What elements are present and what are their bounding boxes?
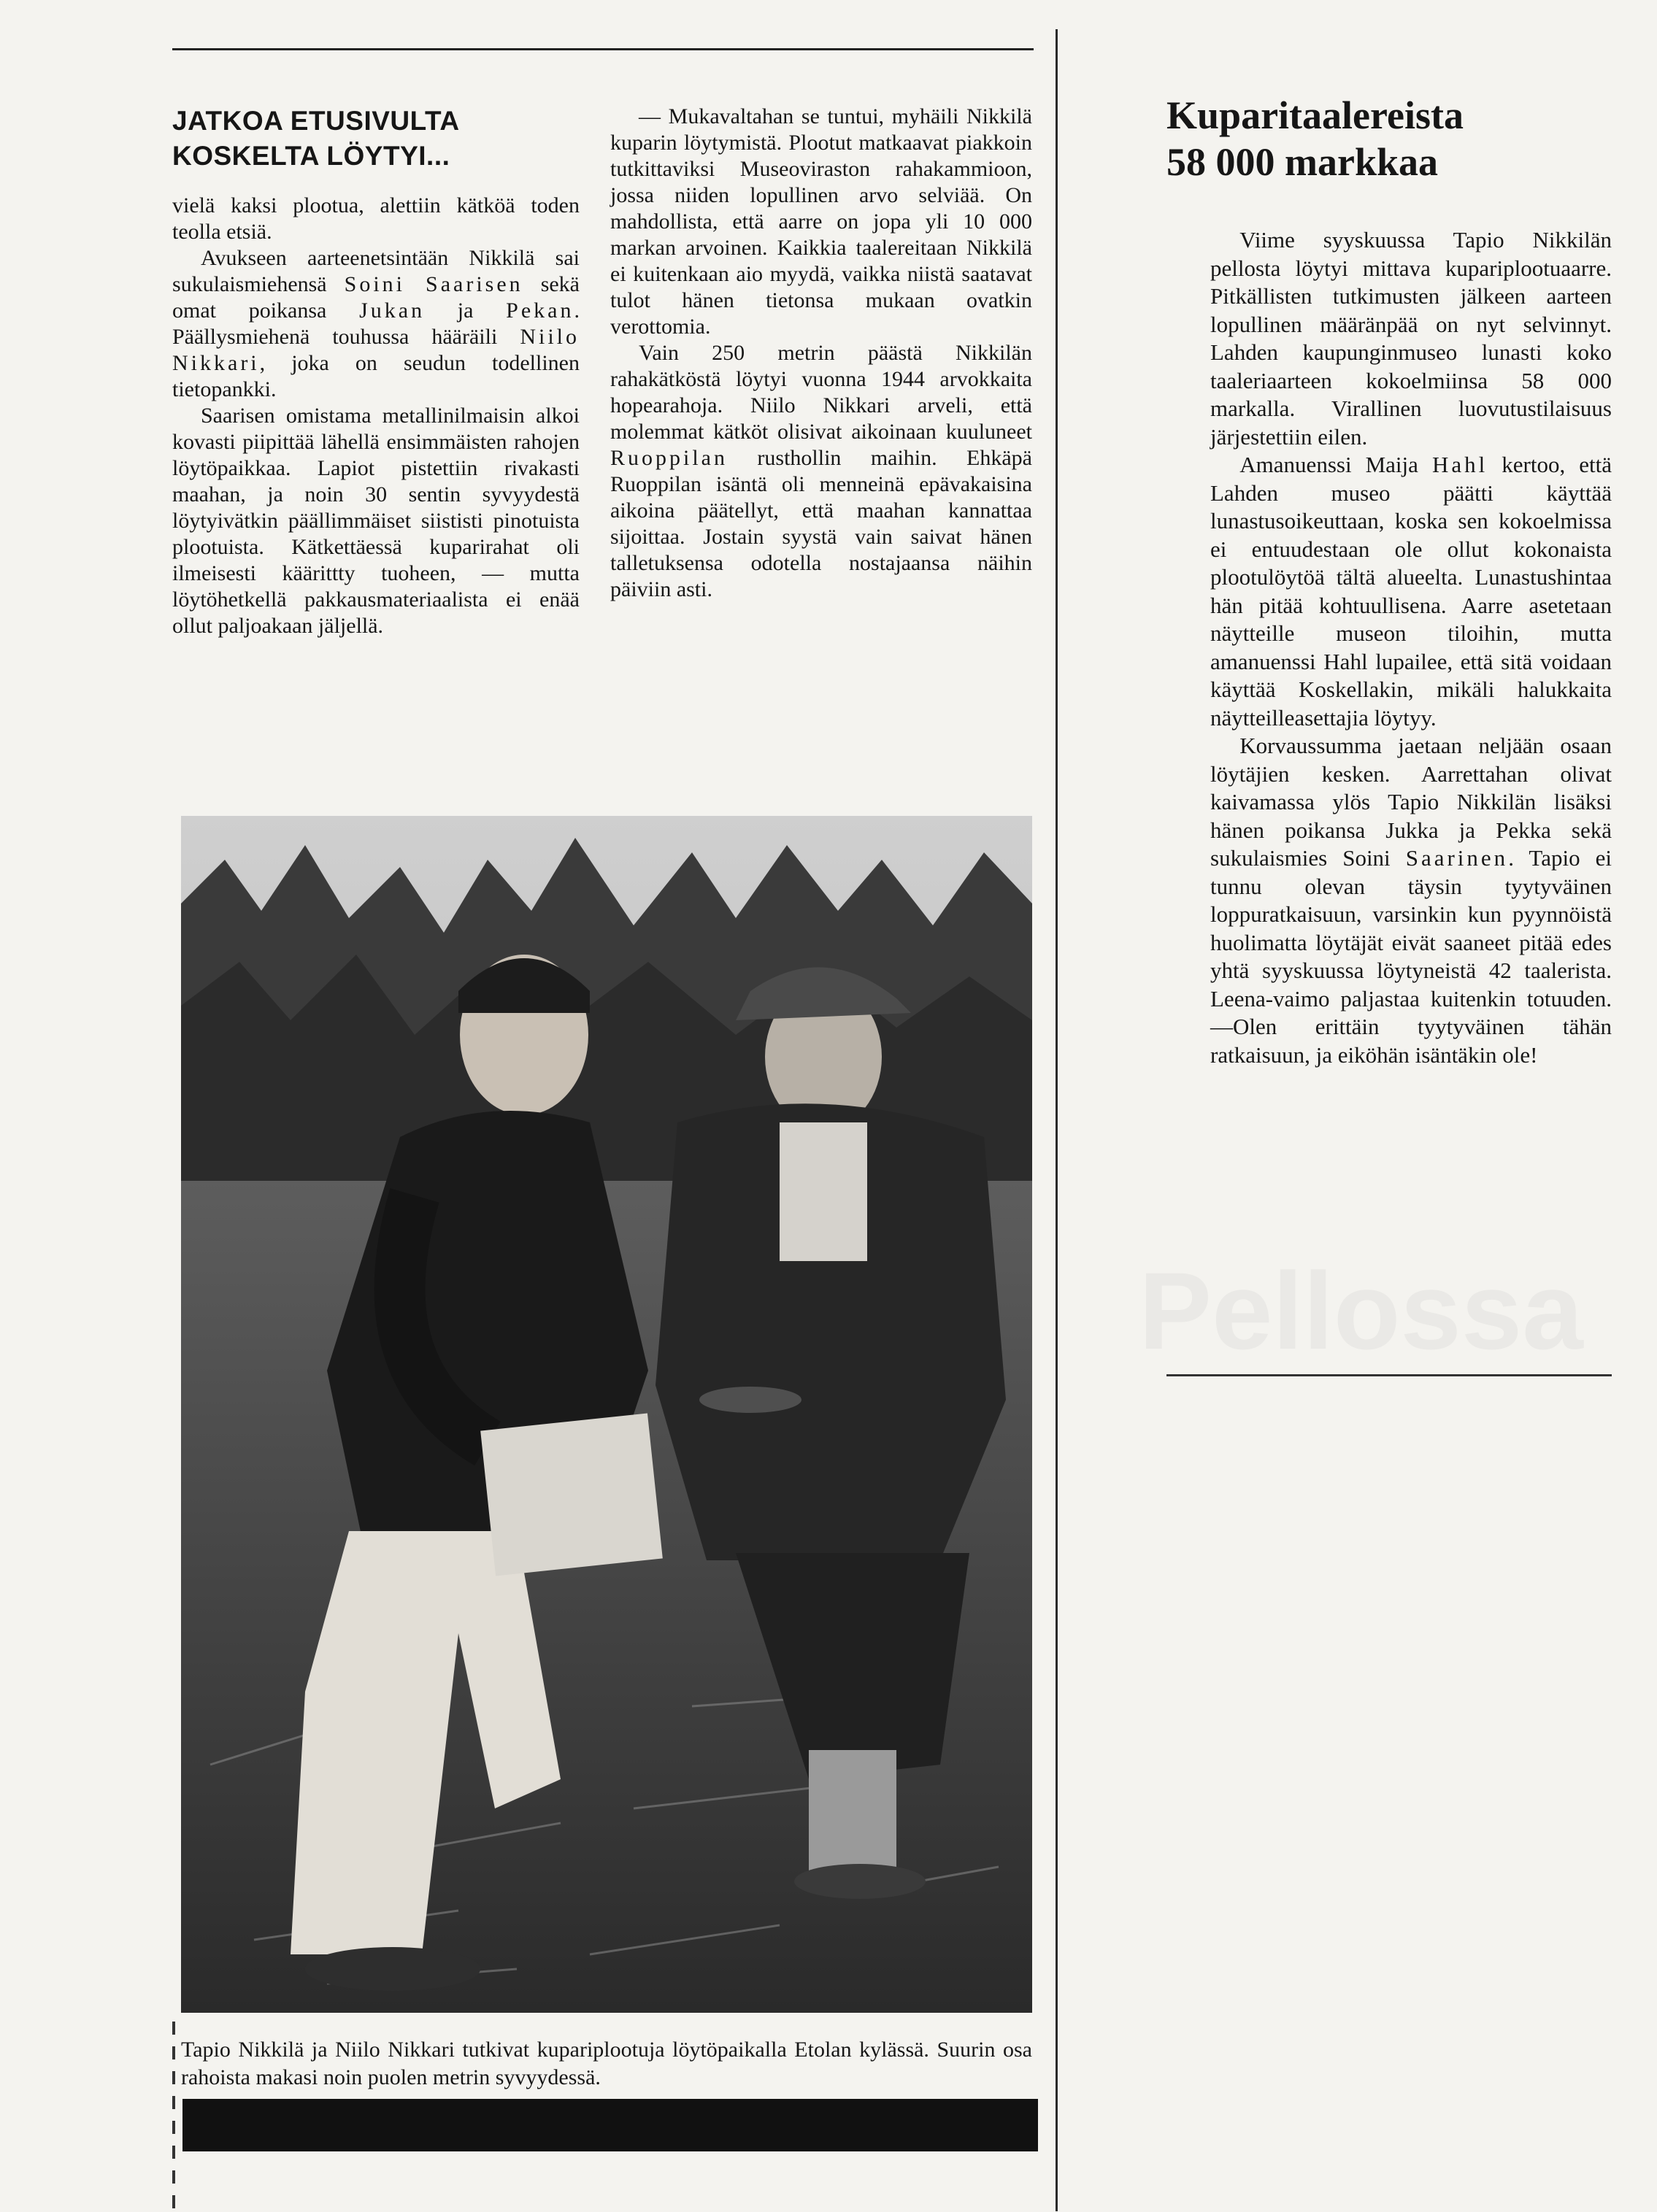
black-bar (182, 2099, 1038, 2151)
text-run: Vain 250 metrin päästä Nikkilän rahakätköstä löytyi vuonna 1944 arvokkaita hopearahoja. Niilo Nikkari arveli, että molemmat kätköt olisivat aikoinaan kuuluneet (610, 341, 1032, 444)
right-paragraph-3 (1210, 732, 1612, 1069)
bleed-through-shadow: Pellossa (1139, 1249, 1583, 1372)
right-paragraph-1: Viime syyskuussa Tapio Nikkilän pellosta löytyi mittava kupariplootuaarre. Pitkällisten tutkimusten jälkeen aarteen lopullinen määränpää on nyt selvinnyt. Lahden kaupunginmuseo lunasti koko taaleriaarteen kokoelmiinsa 58 000 markalla. Virallinen luovutustilaisuus järjestettiin eilen. (1210, 227, 1612, 450)
news-photo (181, 816, 1032, 2013)
article-column-2 (610, 104, 1032, 603)
text-run: Korvaussumma jaetaan neljään osaan löytäjien kesken. Aarrettahan olivat kaivamassa ylös Tapio Nikkilän lisäksi hänen poikansa Jukka ja Pekka sekä sukulaismies Soini (1210, 733, 1612, 871)
continuation-heading (172, 104, 581, 174)
right-bottom-rule (1166, 1374, 1612, 1376)
col1-paragraph-3: Saarisen omistama metallinilmaisin alkoi kovasti piipittää lähellä ensimmäisten rahojen löytöpaikkaa. Lapiot pistettiin rivakasti maahan, ja noin 30 sentin syvyydestä löytyivätkin päällimmäiset siististi pinotuista plootuista. Kätkettäessä kuparirahat oli ilmeisesti käärittty tuoheen, — mutta löytöhetkellä pakkausmateriaalista ei enää ollut paljoakaan jäljellä. (172, 404, 580, 638)
text-run: Avukseen aarteenetsintään Nikkilä sai sukulaismiehensä (172, 246, 580, 296)
spaced-name: Soini Saarisen (344, 272, 523, 296)
text-run: sekä omat poikansa (172, 272, 580, 323)
paper-sheet (480, 1414, 663, 1576)
col2-paragraph-1: — Mukavaltahan se tuntui, myhäili Nikkilä kuparin löytymistä. Plootut matkaavat piakkoin tutkittaviksi Museoviraston rahakammioon, jossa niiden lopullinen arvo selviää. On mahdollista, että aarre on jopa yli 10 000 markan arvoinen. Kaikkia taalereitaan Nikkilä ei kuitenkaan aio myydä, vaikka niistä saatavat tulot hänen tietonsa mukaan ovatkin verottomia. (610, 104, 1032, 339)
col2-paragraph-2 (610, 340, 1032, 603)
text-run: Amanuenssi Maija (1239, 452, 1432, 477)
spaced-name: Hahl (1431, 452, 1488, 477)
right-article-body (1210, 226, 1612, 1069)
coin-tray (699, 1387, 801, 1413)
column-divider (1056, 29, 1058, 2211)
margin-marks (172, 2022, 175, 2211)
spaced-name: Niilo Nikkari (172, 325, 580, 375)
spaced-name: Jukan (359, 298, 426, 323)
spaced-name: Saarinen (1405, 845, 1509, 871)
text-run: , joka on seudun todellinen tietopankki. (172, 351, 580, 401)
top-rule (172, 48, 1034, 50)
spaced-name: Ruoppilan (610, 446, 728, 470)
title-line-2: 58 000 markkaa (1166, 140, 1439, 184)
photo-illustration (181, 816, 1032, 2013)
text-run: ja (425, 298, 507, 323)
heading-line-1: JATKOA ETUSIVULTA (172, 106, 460, 136)
photo-caption: Tapio Nikkilä ja Niilo Nikkari tutkivat kupariplootuja löytöpaikalla Etolan kylässä. Suurin osa rahoista makasi noin puolen metrin syvyydessä. (181, 2038, 1032, 2089)
text-run: . Tapio ei tunnu olevan täysin tyytyväinen loppuratkaisuun, varsinkin kun pyynnöistä huolimatta löytäjät eivät saaneet pitää edes yhtä syyskuussa löytyneistä 42 taalerista. Leena-vaimo paljastaa kuitenkin totuuden. —Olen erittäin tyytyväinen tähän ratkaisuun, ja eiköhän isäntäkin ole! (1210, 845, 1612, 1068)
text-run: . Päällysmiehenä touhussa hääräili (172, 298, 580, 349)
right-paragraph-2 (1210, 451, 1612, 732)
col1-paragraph-1: vielä kaksi plootua, alettiin kätköä toden teolla etsiä. (172, 193, 580, 244)
right-article-title (1166, 92, 1604, 185)
text-run: rusthollin maihin. Ehkäpä Ruoppilan isäntä oli menneinä epävakaisina aikoina päätellyt, että maahan kannattaa sijoittaa. Jostain syystä vain saivat hänen talletuksensa odotella nostajaansa näihin päiviin asti. (610, 446, 1032, 601)
article-column-1 (172, 193, 580, 639)
heading-line-2: KOSKELTA LÖYTYI... (172, 141, 450, 171)
text-run: kertoo, että Lahden museo päätti käyttää lunastusoikeuttaan, koska sen kokoelmissa ei entuudestaan ole ollut kokonaista plootulöytöä tältä alueelta. Lunastushintaa hän pitää kohtuullisena. Aarre asetetaan näytteille museon tiloihin, mutta amanuenssi Hahl lupailee, että sitä voidaan käyttää Koskellakin, mikäli halukkaita näytteilleasettajia löytyy. (1210, 452, 1612, 731)
col1-paragraph-2 (172, 245, 580, 403)
title-line-1: Kuparitaalereista (1166, 93, 1464, 137)
spaced-name: Pekan (506, 298, 574, 323)
